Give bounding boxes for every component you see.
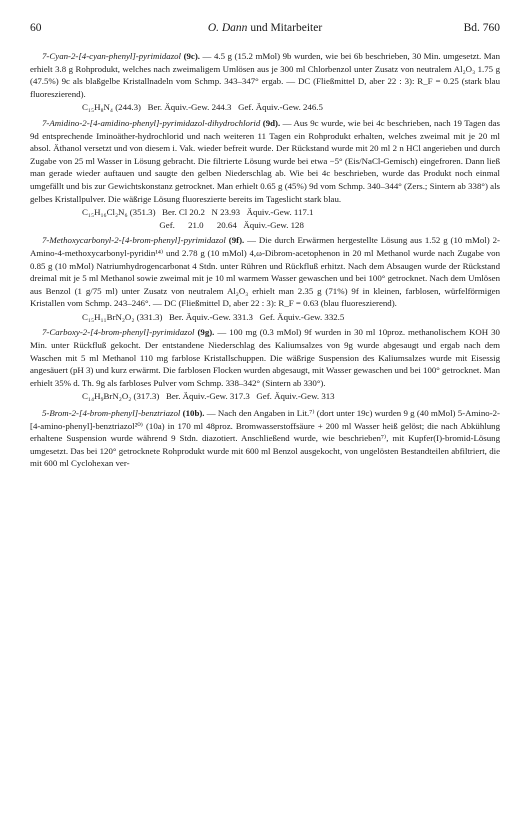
paragraph-9d: [30, 117, 500, 205]
paragraph-9g: [30, 326, 500, 389]
paragraph-text: — Aus 9c wurde, wie bei 4c beschrieben, nach 19 Tagen das 9d entsprechende Iminoäther-hydrochlorid und nach weiteren 11 Tagen ein Rohprodukt erhalten, welches zweimal mit je 20 ml absol. Äthanol versetzt und von diesem i. Vak. wieder befreit wurde. Der Rückstand wurde mit 20 ml 2 n HCl angerieben und durch Zugabe von 25 ml Wasser in Lösung gebracht. Die filtrierte Lösung wurde bei etwa −5° (Eis/NaCl-Gemisch) eingefroren. Dann ließ man gerade wieder auftauen und saugte den gelben Niederschlag ab. Wie bei 4c beschrieben, wurde das Produkt noch einmal umgefällt und bis zur Gewichtskonstanz getrocknet. Man erhielt 0.65 g (45%) 9d vom Schmp. 340–344° (Zers.; Sintern ab 338°) als gelbes Kristallpulver. Die wäßrige Lösung fluoreszierte bereits im Tageslicht stark blau.: [30, 117, 500, 204]
paragraph-text: — Die durch Erwärmen hergestellte Lösung aus 1.52 g (10 mMol) 2-Amino-4-methoxycarbonyl-pyridin¹⁴⁾ und 2.78 g (10 mMol) 4,ω-Dibrom-acetophenon in 20 ml Methanol wurde nach Zugabe von 0.85 g (10 mMol) Natriumhydrogencarbonat 4 Stdn. unter Rühren und Rückfluß erhitzt. Nach dem Absaugen wurde der Rückstand dreimal mit je 5 ml Methanol sowie zweimal mit je 10 ml warmem Wasser gewaschen und bei 100° getrocknet. Nach dem Umlösen aus Benzol (1 g/75 ml) unter Zusatz von neutralem Al₂O₃ erhielt man 2.35 g (71%) 9f in kleinen, farblosen, würfelförmigen Kristallen vom Schmp. 243–246°. — DC (Fließmittel D, aber 22 : 3): R_F = 0.63 (blau fluoreszierend).: [30, 235, 500, 309]
analysis-line: C₁₄H₉BrN₂O₂ (317.3) Ber. Äquiv.-Gew. 317.3 Gef. Äquiv.-Gew. 313: [82, 391, 335, 402]
author-name: O. Dann: [207, 22, 248, 34]
page: [30, 22, 500, 470]
volume-label: Bd. 760: [463, 22, 500, 34]
compound-title: 7-Cyan-2-[4-cyan-phenyl]-pyrimidazol: [42, 51, 182, 61]
analysis-line: C₁₅H₈N₄ (244.3) Ber. Äquiv.-Gew. 244.3 Gef. Äquiv.-Gew. 246.5: [82, 102, 323, 113]
running-header: [30, 22, 500, 40]
paragraph-text: — 100 mg (0.3 mMol) 9f wurden in 30 ml 10proz. methanolischem KOH 30 Min. unter Rückfluß gekocht. Der entstandene Niederschlag des Kaliumsalzes von 9g wurde abgesaugt und ergab nach dem Waschen mit 5 ml Methanol 110 mg farblose Kristallschuppen. Die wäßrige Suspension des Kaliumsalzes wurde mit Eisessig angesäuert (pH 3) und kurz erwärmt. Die farblosen Flocken wurden abgesaugt, mit Wasser gewaschen und bei 100° getrocknet. Man erhielt 35% d. Th. 9g als farbloses Pulver vom Schmp. 338–342° (Sintern ab 330°).: [30, 327, 501, 388]
running-title: [30, 22, 500, 34]
author-suffix: und Mitarbeiter: [247, 22, 323, 34]
article-body: [30, 50, 500, 470]
compound-number: (9f).: [228, 235, 245, 246]
paragraph-9c: [30, 50, 500, 100]
compound-title: 7-Amidino-2-[4-amidino-phenyl]-pyrimidazol-dihydrochlorid: [42, 117, 261, 128]
paragraph-text: — Nach den Angaben in Lit.⁷⁾ (dort unter 19c) wurden 9 g (40 mMol) 5-Amino-2-[4-amino-phenyl]-benztriazol²⁰⁾ (10a) in 170 ml 48proz. Bromwasserstoffsäure + 200 ml Wasser heiß gelöst; die nach Abkühlung erhaltene Suspension wurde während 9 Stdn. diazotiert. Anschließend wurde, wie beschrieben⁷⁾, mit Kupfer(I)-bromid-Lösung umgesetzt. Das bei 120° getrocknete Rohprodukt wurde mit 600 ml Benzol ausgekocht, von ungelösten Bestandteilen abfiltriert, die mit 600 ml Cyclohexan ver-: [30, 408, 501, 469]
page-number: 60: [30, 22, 42, 34]
paragraph-9f: [30, 234, 500, 310]
analysis-line: C₁₅H₁₁BrN₂O₂ (331.3) Ber. Äquiv.-Gew. 331.3 Gef. Äquiv.-Gew. 332.5: [82, 311, 345, 322]
analysis-line: C₁₅H₁₆Cl₂N₆ (351.3) Ber. Cl 20.2 N 23.93 Äquiv.-Gew. 117.1: [82, 207, 314, 218]
analysis-9c: [30, 101, 500, 114]
paragraph-text: — 4.5 g (15.2 mMol) 9b wurden, wie bei 6b beschrieben, 30 Min. umgesetzt. Man erhielt 3.8 g Rohprodukt, welches nach zweimaligem Umlösen aus je 300 ml Chlorbenzol unter Zusatz von neutralem Al₂O₃ 1.75 g (47.5%) 9c als blaßgelbe Kristallnadeln vom Schmp. 343–347° ergab. — DC (Fließmittel D, aber 22 : 3): R_F = 0.25 (stark blau fluoreszierend).: [30, 51, 500, 99]
analysis-9g: [30, 390, 500, 403]
analysis-9d: [30, 206, 500, 231]
compound-number: (10b).: [182, 408, 205, 419]
compound-title: 5-Brom-2-[4-brom-phenyl]-benztriazol: [42, 408, 181, 419]
paragraph-10b: [30, 407, 500, 470]
compound-number: (9c).: [183, 51, 201, 61]
analysis-9f: [30, 311, 500, 324]
compound-title: 7-Methoxycarbonyl-2-[4-brom-phenyl]-pyrimidazol: [42, 235, 226, 246]
compound-number: (9d).: [262, 117, 281, 128]
analysis-line: Gef. 21.0 20.64 Äquiv.-Gew. 128: [82, 219, 304, 230]
compound-title: 7-Carboxy-2-[4-brom-phenyl]-pyrimidazol: [42, 327, 195, 338]
compound-number: (9g).: [197, 327, 215, 338]
